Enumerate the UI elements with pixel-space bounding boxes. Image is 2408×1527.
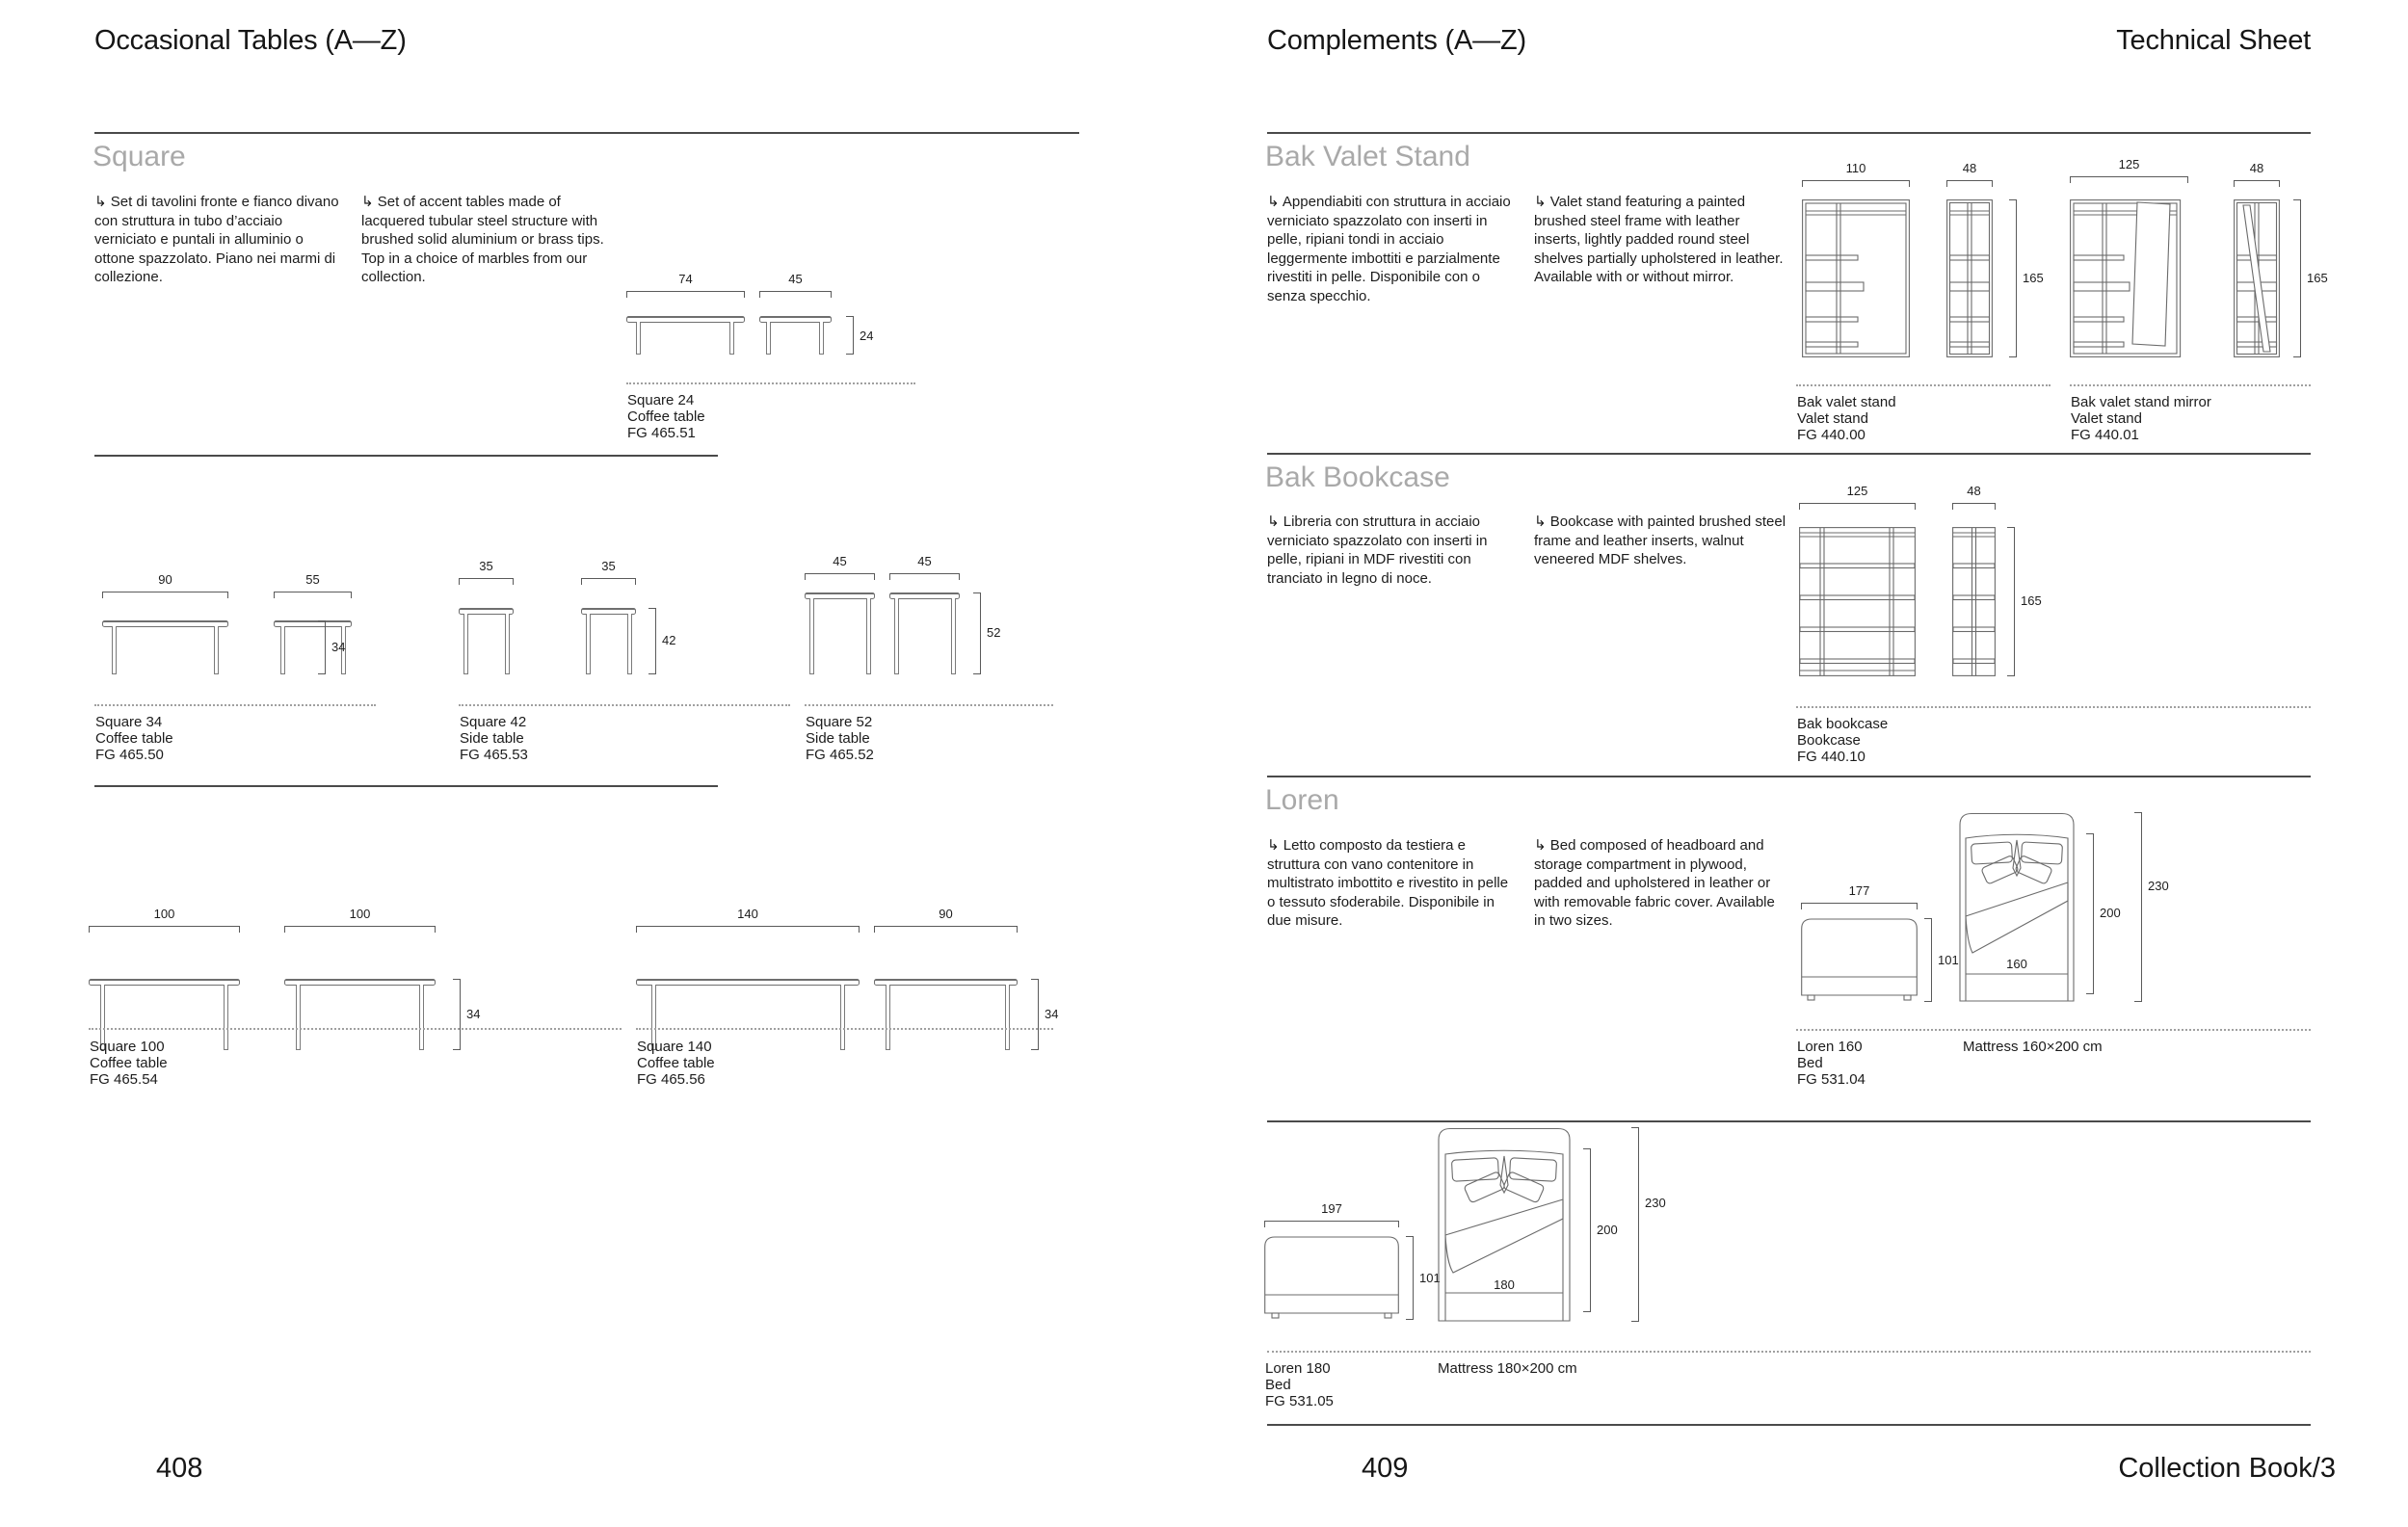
- table-leg: [224, 985, 228, 1050]
- dim-label: 165: [2021, 593, 2042, 608]
- dim-bracket: [874, 926, 1018, 933]
- table-leg: [894, 598, 899, 674]
- product-name: Square 42: [460, 714, 527, 730]
- product-code: FG 465.54: [90, 1070, 158, 1088]
- product-label: [637, 1040, 715, 1088]
- dim-bracket-vertical: [2086, 833, 2094, 994]
- table-leg: [819, 322, 824, 355]
- dim-bracket: [759, 291, 832, 298]
- dim-bracket: [102, 592, 228, 598]
- product-name: Square 24: [627, 392, 695, 408]
- product-name: Loren 180: [1265, 1360, 1331, 1377]
- table-leg: [463, 614, 468, 674]
- dim-label: 200: [1597, 1223, 1618, 1237]
- dim-label: 110: [1845, 161, 1866, 175]
- dim-label: 90: [158, 572, 172, 587]
- dim-label: 160: [2006, 957, 2027, 971]
- dim-bracket: [284, 926, 436, 933]
- product-type: Bed: [1797, 1054, 1823, 1071]
- bookcase-side-drawing: [1952, 527, 1996, 676]
- product-label: [1265, 1361, 1334, 1409]
- dim-bracket-vertical: [973, 592, 981, 674]
- mattress-label: Mattress 180×200 cm: [1438, 1360, 1577, 1377]
- product-name: Loren 160: [1797, 1039, 1863, 1055]
- product-name: Square 140: [637, 1039, 712, 1055]
- dim-bracket: [274, 592, 352, 598]
- page-number-right: 409: [1362, 1453, 1409, 1484]
- dim-bracket-vertical: [648, 608, 656, 674]
- dim-label: 230: [2148, 879, 2169, 893]
- table-leg: [809, 598, 814, 674]
- product-code: FG 465.50: [95, 746, 164, 763]
- table-drawing-top: [636, 979, 860, 986]
- dim-bracket-vertical: [1924, 918, 1932, 1002]
- product-label: [95, 715, 173, 763]
- section-rule: [1267, 1120, 2311, 1122]
- product-code: FG 465.51: [627, 424, 696, 441]
- section-heading-bak-bookcase: Bak Bookcase: [1265, 461, 1450, 493]
- section-rule: [1267, 1424, 2311, 1426]
- product-code: FG 531.04: [1797, 1070, 1866, 1088]
- dim-bracket: [636, 926, 860, 933]
- dim-label: 101: [1938, 953, 1959, 967]
- table-leg: [636, 322, 641, 355]
- product-type: Bed: [1265, 1376, 1291, 1393]
- mattress-label: Mattress 160×200 cm: [1963, 1039, 2103, 1055]
- dotted-divider: [1796, 1029, 2311, 1031]
- dotted-divider: [94, 704, 376, 706]
- dim-label: 24: [860, 329, 874, 343]
- valet-desc-en: ↳ Valet stand featuring a painted brushed steel frame with leather inserts, lightly padded round steel shelves partially upholstered in leather. Available with or without mirror.: [1534, 194, 1784, 285]
- table-leg: [1005, 985, 1010, 1050]
- dim-bracket: [89, 926, 240, 933]
- dim-bracket: [889, 573, 960, 580]
- dotted-divider: [459, 704, 790, 706]
- table-leg: [505, 614, 510, 674]
- dim-bracket-vertical: [1406, 1236, 1414, 1320]
- dim-bracket-vertical: [2293, 199, 2301, 357]
- valet-desc-it: ↳ Appendiabiti con struttura in acciaio verniciato spazzolato con inserti in pelle, ripiani tondi in acciaio leggermente imbottiti e parzialmente rivestiti in pelle. Disponibile con o senza specchio.: [1267, 194, 1511, 304]
- section-heading-square: Square: [93, 141, 186, 172]
- product-type: Coffee table: [627, 408, 705, 425]
- table-leg: [627, 614, 632, 674]
- dim-label: 35: [479, 559, 493, 573]
- dotted-divider: [1267, 1351, 2311, 1353]
- table-leg: [766, 322, 771, 355]
- dim-label: 48: [2249, 161, 2264, 175]
- dotted-divider: [626, 382, 915, 384]
- product-code: FG 465.53: [460, 746, 528, 763]
- right-page-title: Complements (A—Z): [1267, 25, 1526, 56]
- section-rule: [1267, 776, 2311, 777]
- product-type: Coffee table: [90, 1054, 168, 1071]
- dim-bracket: [2070, 176, 2188, 183]
- section-rule: [1267, 453, 2311, 455]
- valet-stand-side-drawing: [1946, 199, 1993, 357]
- dim-bracket: [1946, 180, 1993, 187]
- loren-desc-it: ↳ Letto composto da testiera e struttura con vano contenitore in multistrato imbottito e rivestito in pelle o tessuto sfoderabile. Disponibile in due misure.: [1267, 837, 1509, 929]
- dotted-divider: [1796, 384, 2051, 386]
- dim-label: 100: [153, 907, 175, 921]
- dim-label: 55: [305, 572, 320, 587]
- product-label: [460, 715, 528, 763]
- table-drawing-top: [89, 979, 240, 986]
- dim-label: 45: [788, 272, 803, 286]
- dotted-divider: [1796, 706, 2311, 708]
- valet-stand-mirror-front-drawing: [2070, 196, 2188, 357]
- dim-bracket-vertical: [1031, 979, 1039, 1050]
- product-name: Bak valet stand mirror: [2071, 394, 2211, 410]
- table-leg: [112, 626, 117, 674]
- loren-desc-en: ↳ Bed composed of headboard and storage compartment in plywood, padded and upholstered in leather or with removable fabric cover. Available in two sizes.: [1534, 837, 1775, 929]
- product-name: Bak bookcase: [1797, 716, 1889, 732]
- dotted-divider: [2070, 384, 2311, 386]
- product-type: Valet stand: [2071, 409, 2142, 427]
- table-drawing-top: [102, 620, 228, 627]
- product-type: Side table: [460, 729, 524, 747]
- dim-label: 48: [1962, 161, 1977, 175]
- product-type: Side table: [806, 729, 870, 747]
- footer-collection-book: Collection Book/3: [2118, 1453, 2336, 1484]
- dim-label: 125: [2118, 157, 2140, 171]
- product-code: FG 465.56: [637, 1070, 705, 1088]
- dim-label: 100: [349, 907, 371, 921]
- product-code: FG 440.00: [1797, 426, 1866, 443]
- product-code: FG 465.52: [806, 746, 874, 763]
- square-desc-it: ↳ Set di tavolini fronte e fianco divano con struttura in tubo d’acciaio verniciato e puntali in alluminio o ottone spazzolato. Piano nei marmi di collezione.: [94, 194, 339, 285]
- dim-bracket-vertical: [453, 979, 461, 1050]
- dim-bracket: [459, 578, 514, 585]
- dim-label: 45: [833, 554, 847, 568]
- table-leg: [214, 626, 219, 674]
- product-name: Bak valet stand: [1797, 394, 1896, 410]
- product-code: FG 440.10: [1797, 748, 1866, 765]
- dim-bracket: [581, 578, 636, 585]
- loren-headboard-side-drawing: [1264, 1236, 1399, 1320]
- dim-bracket: [1802, 180, 1910, 187]
- table-drawing-top: [874, 979, 1018, 986]
- dim-bracket-vertical: [2009, 199, 2017, 357]
- dim-bracket: [626, 291, 745, 298]
- dim-bracket: [805, 573, 875, 580]
- section-rule: [94, 455, 718, 457]
- product-type: Coffee table: [637, 1054, 715, 1071]
- dim-label: 197: [1321, 1201, 1342, 1216]
- section-heading-loren: Loren: [1265, 784, 1339, 816]
- product-name: Square 52: [806, 714, 873, 730]
- dim-label: 52: [987, 625, 1001, 640]
- product-label: [90, 1040, 168, 1088]
- dim-label: 180: [1494, 1277, 1515, 1292]
- dim-label: 140: [737, 907, 758, 921]
- dim-label: 200: [2100, 906, 2121, 920]
- bookcase-front-drawing: [1799, 527, 1916, 676]
- table-leg: [419, 985, 424, 1050]
- product-name: Square 34: [95, 714, 163, 730]
- table-leg: [729, 322, 734, 355]
- dim-bracket-vertical: [2007, 527, 2015, 676]
- product-label: [627, 393, 705, 441]
- loren-headboard-side-drawing: [1801, 918, 1918, 1002]
- dim-label: 34: [466, 1007, 481, 1021]
- table-leg: [951, 598, 956, 674]
- dim-bracket: [2234, 180, 2280, 187]
- product-label: [1797, 395, 1896, 443]
- dim-label: 230: [1645, 1196, 1666, 1210]
- table-leg: [296, 985, 301, 1050]
- header-rule-left: [94, 132, 1079, 134]
- loren-bed-top-drawing: [1438, 1127, 1571, 1322]
- product-type: Valet stand: [1797, 409, 1868, 427]
- dim-label: 165: [2307, 271, 2328, 285]
- dim-label: 45: [917, 554, 932, 568]
- bookcase-desc-en: ↳ Bookcase with painted brushed steel frame and leather inserts, walnut veneered MDF shelves.: [1534, 513, 1786, 567]
- product-name: Square 100: [90, 1039, 165, 1055]
- dim-label: 48: [1967, 484, 1981, 498]
- dim-bracket: [1952, 503, 1996, 510]
- square-desc-en: ↳ Set of accent tables made of lacquered tubular steel structure with brushed solid aluminium or brass tips. Top in a choice of marbles from our collection.: [361, 194, 604, 285]
- table-leg: [586, 614, 591, 674]
- table-drawing-top: [889, 592, 960, 599]
- dim-label: 101: [1419, 1271, 1441, 1285]
- dim-label: 35: [601, 559, 616, 573]
- section-rule: [94, 785, 718, 787]
- dim-bracket: [1799, 503, 1916, 510]
- product-label: [1797, 1040, 1866, 1088]
- dim-label: 42: [662, 633, 676, 647]
- product-code: FG 531.05: [1265, 1392, 1334, 1409]
- valet-stand-mirror-side-drawing: [2234, 199, 2280, 357]
- product-code: FG 440.01: [2071, 426, 2139, 443]
- table-leg: [280, 626, 285, 674]
- dim-label: 34: [331, 640, 346, 654]
- dotted-divider: [805, 704, 1053, 706]
- dim-label: 165: [2023, 271, 2044, 285]
- header-rule-right: [1267, 132, 2311, 134]
- dim-bracket-vertical: [318, 620, 326, 674]
- product-label: [806, 715, 874, 763]
- dim-bracket: [1264, 1221, 1399, 1227]
- left-page-title: Occasional Tables (A—Z): [94, 25, 407, 56]
- bookcase-desc-it: ↳ Libreria con struttura in acciaio verniciato spazzolato con inserti in pelle, ripiani in MDF rivestiti con tranciato in legno di noce.: [1267, 513, 1488, 587]
- table-leg: [866, 598, 871, 674]
- table-drawing-top: [626, 316, 745, 323]
- dim-label: 74: [678, 272, 693, 286]
- table-leg: [840, 985, 845, 1050]
- table-drawing-top: [274, 620, 352, 627]
- dim-label: 90: [939, 907, 953, 921]
- product-type: Coffee table: [95, 729, 173, 747]
- loren-bed-top-drawing: [1959, 812, 2075, 1002]
- product-type: Bookcase: [1797, 731, 1861, 749]
- header-technical-sheet: Technical Sheet: [2116, 25, 2311, 56]
- product-label: [2071, 395, 2211, 443]
- dotted-divider: [636, 1028, 1053, 1030]
- dim-label: 34: [1045, 1007, 1059, 1021]
- valet-stand-front-drawing: [1802, 199, 1910, 357]
- dim-bracket: [1801, 903, 1918, 909]
- page-number-left: 408: [156, 1453, 203, 1484]
- dim-label: 125: [1846, 484, 1868, 498]
- dim-bracket-vertical: [1631, 1127, 1639, 1322]
- dim-bracket-vertical: [2134, 812, 2142, 1002]
- dotted-divider: [89, 1028, 622, 1030]
- dim-bracket-vertical: [1583, 1148, 1591, 1312]
- table-leg: [886, 985, 890, 1050]
- dim-label: 177: [1848, 883, 1870, 898]
- dim-bracket-vertical: [846, 316, 854, 355]
- table-drawing-top: [805, 592, 875, 599]
- table-drawing-top: [284, 979, 436, 986]
- section-heading-bak-valet-stand: Bak Valet Stand: [1265, 141, 1470, 172]
- product-label: [1797, 717, 1888, 765]
